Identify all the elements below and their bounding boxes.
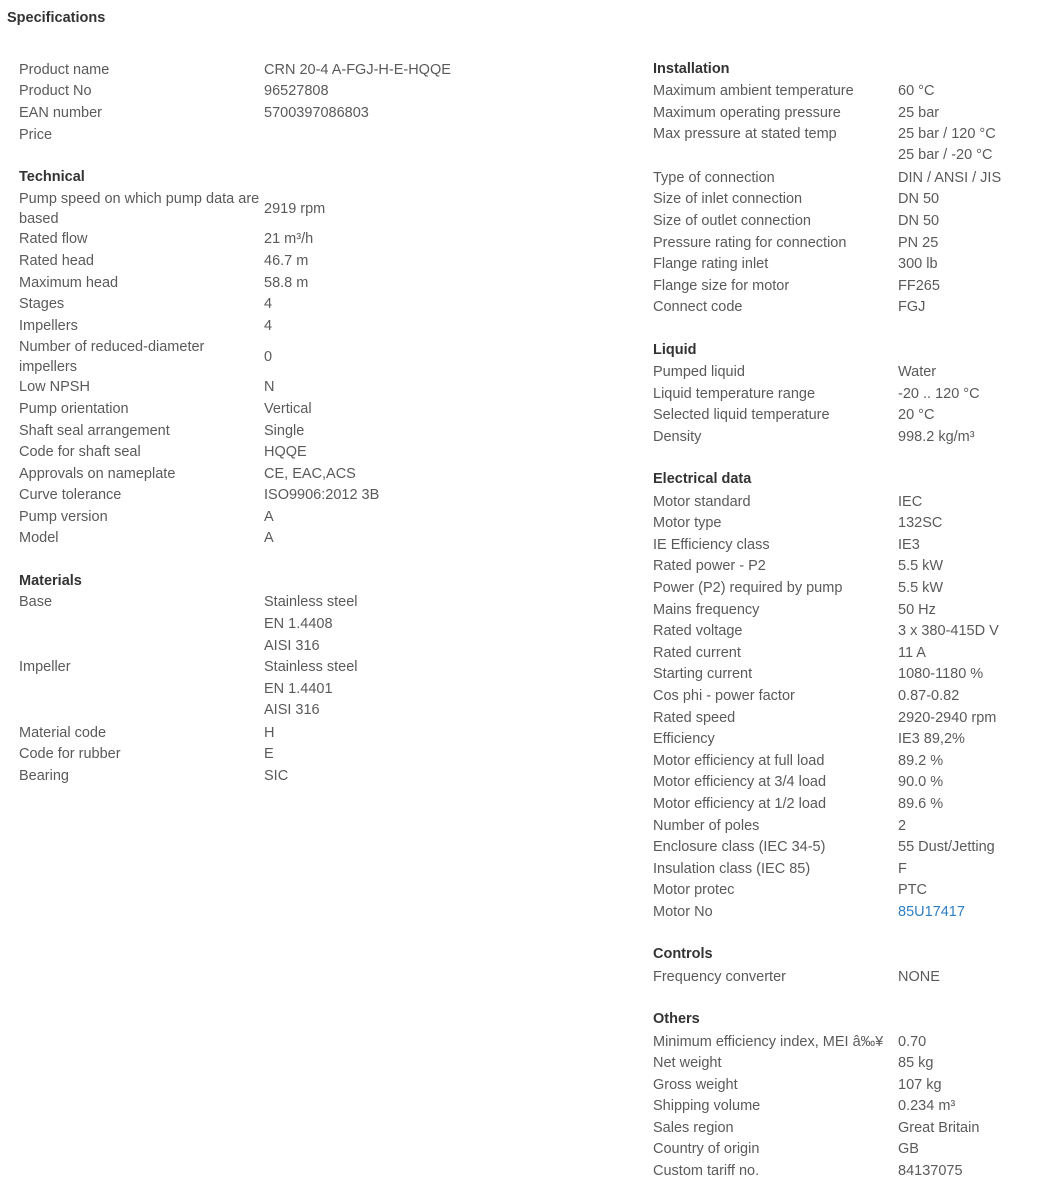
spec-row bbox=[653, 512, 1033, 534]
spec-row bbox=[653, 210, 1033, 232]
spec-row bbox=[19, 463, 619, 485]
spec-value: 84137075 bbox=[898, 1163, 963, 1180]
spec-label: Base bbox=[19, 594, 53, 611]
spec-value: 55 Dust/Jetting bbox=[898, 839, 995, 856]
spec-value: 58.8 m bbox=[264, 274, 309, 291]
section-materials bbox=[19, 571, 619, 787]
spec-row bbox=[19, 229, 619, 251]
spec-row bbox=[19, 337, 619, 377]
spec-row bbox=[19, 189, 619, 229]
spec-row bbox=[653, 642, 1033, 664]
spec-label: Motor efficiency at 1/2 load bbox=[653, 795, 827, 812]
spec-row bbox=[19, 528, 619, 550]
spec-label: Impeller bbox=[19, 659, 71, 676]
spec-label: Model bbox=[19, 530, 59, 547]
spec-row bbox=[19, 485, 619, 507]
spec-label: Rated flow bbox=[19, 231, 88, 248]
spec-value: 85 kg bbox=[898, 1055, 934, 1072]
spec-value bbox=[264, 657, 619, 722]
spec-label: Shaft seal arrangement bbox=[19, 422, 170, 439]
spec-label: Sales region bbox=[653, 1119, 734, 1136]
spec-row bbox=[653, 750, 1033, 772]
spec-label: Number of reduced-diameter impellers bbox=[19, 338, 205, 375]
section-liquid bbox=[653, 340, 1033, 448]
spec-row bbox=[653, 81, 1033, 103]
spec-label: Number of poles bbox=[653, 817, 760, 834]
spec-label: Motor type bbox=[653, 515, 722, 532]
spec-value: GB bbox=[898, 1141, 919, 1158]
spec-row-impeller bbox=[19, 657, 619, 722]
section-basic bbox=[19, 59, 619, 145]
spec-label: Rated head bbox=[19, 252, 94, 269]
spec-value: Water bbox=[898, 364, 937, 381]
spec-value: 0.234 m³ bbox=[898, 1098, 956, 1115]
spec-label: Pump version bbox=[19, 508, 108, 525]
spec-label: Maximum ambient temperature bbox=[653, 83, 854, 100]
spec-value: 0.87-0.82 bbox=[898, 688, 960, 705]
spec-value: H bbox=[264, 724, 275, 741]
spec-value: CE, EAC,ACS bbox=[264, 465, 356, 482]
spec-label: Selected liquid temperature bbox=[653, 407, 830, 424]
right-column bbox=[653, 59, 1033, 1203]
spec-value: CRN 20-4 A-FGJ-H-E-HQQE bbox=[264, 61, 451, 78]
spec-row bbox=[653, 1139, 1033, 1161]
spec-value: IE3 bbox=[898, 536, 920, 553]
spec-row bbox=[19, 506, 619, 528]
spec-value: 2920-2940 rpm bbox=[898, 709, 997, 726]
spec-row bbox=[653, 728, 1033, 750]
spec-value-line: 25 bar / 120 °C bbox=[898, 125, 996, 142]
spec-row bbox=[653, 1160, 1033, 1182]
spec-row bbox=[653, 620, 1033, 642]
spec-label: Max pressure at stated temp bbox=[653, 125, 837, 142]
spec-value: 0.70 bbox=[898, 1033, 927, 1050]
spec-row bbox=[653, 1052, 1033, 1074]
spec-label: EAN number bbox=[19, 104, 103, 121]
spec-label: Rated power - P2 bbox=[653, 558, 766, 575]
spec-label: Flange rating inlet bbox=[653, 256, 769, 273]
spec-row bbox=[653, 189, 1033, 211]
page-title: Specifications bbox=[7, 10, 106, 26]
spec-row bbox=[19, 272, 619, 294]
spec-value: Single bbox=[264, 422, 305, 439]
spec-label: IE Efficiency class bbox=[653, 536, 770, 553]
spec-label: Curve tolerance bbox=[19, 487, 122, 504]
spec-label: Shipping volume bbox=[653, 1098, 761, 1115]
spec-row bbox=[653, 253, 1033, 275]
spec-value: E bbox=[264, 746, 274, 763]
spec-value: HQQE bbox=[264, 444, 307, 461]
spec-value: 96527808 bbox=[264, 83, 329, 100]
spec-value-line: AISI 316 bbox=[264, 702, 320, 719]
spec-row bbox=[653, 383, 1033, 405]
spec-label: Impellers bbox=[19, 317, 78, 334]
spec-value: 5.5 kW bbox=[898, 580, 944, 597]
spec-label: Size of outlet connection bbox=[653, 212, 811, 229]
spec-value: NONE bbox=[898, 968, 940, 985]
spec-value: 1080-1180 % bbox=[898, 666, 984, 683]
spec-row bbox=[653, 836, 1033, 858]
spec-row bbox=[19, 398, 619, 420]
spec-row bbox=[653, 772, 1033, 794]
spec-row bbox=[19, 293, 619, 315]
spec-label: Country of origin bbox=[653, 1141, 760, 1158]
section-others bbox=[653, 1009, 1033, 1182]
spec-value: F bbox=[898, 860, 907, 877]
spec-row bbox=[653, 1096, 1033, 1118]
spec-row bbox=[653, 1074, 1033, 1096]
spec-value: 300 lb bbox=[898, 256, 938, 273]
spec-label: Motor No bbox=[653, 903, 713, 920]
spec-value: PTC bbox=[898, 882, 927, 899]
spec-label: Rated current bbox=[653, 644, 741, 661]
section-title-technical: Technical bbox=[19, 168, 85, 185]
spec-row bbox=[653, 556, 1033, 578]
spec-row bbox=[653, 491, 1033, 513]
left-column bbox=[19, 59, 619, 808]
spec-row bbox=[653, 361, 1033, 383]
spec-value: 132SC bbox=[898, 515, 943, 532]
spec-label: Frequency converter bbox=[653, 968, 786, 985]
spec-row bbox=[653, 599, 1033, 621]
spec-value: 60 °C bbox=[898, 83, 935, 100]
spec-value: 107 kg bbox=[898, 1076, 942, 1093]
spec-value: 25 bar bbox=[898, 104, 940, 121]
spec-row bbox=[653, 880, 1033, 902]
spec-row bbox=[653, 405, 1033, 427]
section-title-others: Others bbox=[653, 1011, 700, 1028]
spec-label: Price bbox=[19, 126, 53, 143]
spec-label: Density bbox=[653, 428, 702, 445]
spec-label: Cos phi - power factor bbox=[653, 688, 795, 705]
spec-row bbox=[653, 275, 1033, 297]
spec-label: Product name bbox=[19, 61, 110, 78]
spec-row bbox=[653, 577, 1033, 599]
section-controls bbox=[653, 944, 1033, 987]
spec-row-base bbox=[19, 592, 619, 657]
spec-value: DIN / ANSI / JIS bbox=[898, 169, 1002, 186]
spec-value-line: EN 1.4408 bbox=[264, 616, 333, 633]
spec-row bbox=[653, 858, 1033, 880]
spec-value: N bbox=[264, 379, 275, 396]
spec-label: Custom tariff no. bbox=[653, 1163, 760, 1180]
spec-row bbox=[653, 102, 1033, 124]
spec-value: -20 .. 120 °C bbox=[898, 385, 980, 402]
spec-label: Material code bbox=[19, 724, 107, 741]
spec-label: Rated voltage bbox=[653, 623, 743, 640]
section-title-installation: Installation bbox=[653, 61, 730, 77]
spec-row bbox=[19, 81, 619, 103]
spec-row bbox=[19, 377, 619, 399]
spec-row bbox=[653, 707, 1033, 729]
spec-value: 2919 rpm bbox=[264, 200, 326, 217]
spec-label: Pump speed on which pump data are based bbox=[19, 190, 260, 227]
spec-label: Product No bbox=[19, 83, 92, 100]
spec-label: Code for shaft seal bbox=[19, 444, 141, 461]
spec-value: 5.5 kW bbox=[898, 558, 944, 575]
motor-no-link[interactable]: 85U17417 bbox=[898, 903, 965, 920]
spec-value: FF265 bbox=[898, 277, 940, 294]
spec-row bbox=[653, 232, 1033, 254]
spec-row bbox=[19, 59, 619, 81]
spec-value: 3 x 380-415D V bbox=[898, 623, 999, 640]
spec-value: A bbox=[264, 530, 274, 547]
spec-row bbox=[653, 534, 1033, 556]
spec-row bbox=[19, 102, 619, 124]
spec-label: Mains frequency bbox=[653, 601, 760, 618]
spec-value: 21 m³/h bbox=[264, 231, 314, 248]
spec-value: 5700397086803 bbox=[264, 104, 369, 121]
spec-row-motor-no bbox=[653, 901, 1033, 923]
spec-label: Motor standard bbox=[653, 493, 751, 510]
spec-value: FGJ bbox=[898, 299, 926, 316]
spec-value: 50 Hz bbox=[898, 601, 936, 618]
spec-label: Motor efficiency at full load bbox=[653, 752, 825, 769]
spec-label: Maximum head bbox=[19, 274, 119, 291]
spec-row bbox=[653, 167, 1033, 189]
spec-value: 20 °C bbox=[898, 407, 935, 424]
spec-value bbox=[898, 124, 1033, 167]
spec-value-line: Stainless steel bbox=[264, 594, 358, 611]
spec-value-line: Stainless steel bbox=[264, 659, 358, 676]
spec-label: Pressure rating for connection bbox=[653, 234, 847, 251]
spec-row bbox=[653, 793, 1033, 815]
spec-label: Gross weight bbox=[653, 1076, 738, 1093]
spec-row bbox=[19, 441, 619, 463]
spec-row bbox=[19, 315, 619, 337]
spec-value: 0 bbox=[264, 348, 273, 365]
spec-value: ISO9906:2012 3B bbox=[264, 487, 380, 504]
spec-label: Code for rubber bbox=[19, 746, 121, 763]
spec-label: Rated speed bbox=[653, 709, 736, 726]
spec-value: 90.0 % bbox=[898, 774, 944, 791]
spec-value: Vertical bbox=[264, 400, 312, 417]
spec-value: 4 bbox=[264, 317, 273, 334]
spec-label: Efficiency bbox=[653, 731, 715, 748]
spec-row bbox=[653, 1031, 1033, 1053]
section-title-electrical: Electrical data bbox=[653, 471, 752, 488]
spec-label: Approvals on nameplate bbox=[19, 465, 176, 482]
spec-row bbox=[19, 722, 619, 744]
spec-label: Stages bbox=[19, 296, 65, 313]
spec-label: Type of connection bbox=[653, 169, 775, 186]
spec-row bbox=[19, 124, 619, 146]
spec-label: Size of inlet connection bbox=[653, 191, 803, 208]
spec-row bbox=[653, 1117, 1033, 1139]
section-title-controls: Controls bbox=[653, 946, 713, 963]
spec-row bbox=[653, 426, 1033, 448]
spec-value bbox=[264, 592, 619, 657]
spec-value: SIC bbox=[264, 768, 289, 785]
spec-label: Connect code bbox=[653, 299, 743, 316]
spec-label: Starting current bbox=[653, 666, 753, 683]
spec-label: Liquid temperature range bbox=[653, 385, 816, 402]
spec-label: Bearing bbox=[19, 768, 69, 785]
spec-label: Flange size for motor bbox=[653, 277, 790, 294]
spec-value: DN 50 bbox=[898, 191, 940, 208]
spec-value-line: 25 bar / -20 °C bbox=[898, 147, 993, 164]
spec-value: 4 bbox=[264, 296, 273, 313]
spec-row-max-pressure bbox=[653, 124, 1033, 167]
spec-value: A bbox=[264, 508, 274, 525]
section-title-materials: Materials bbox=[19, 572, 82, 589]
spec-label: Insulation class (IEC 85) bbox=[653, 860, 811, 877]
spec-row bbox=[653, 297, 1033, 319]
spec-value: IE3 89,2% bbox=[898, 731, 965, 748]
section-title-liquid: Liquid bbox=[653, 341, 697, 358]
spec-value: DN 50 bbox=[898, 212, 940, 229]
spec-row bbox=[653, 966, 1033, 988]
spec-row bbox=[19, 765, 619, 787]
spec-label: Maximum operating pressure bbox=[653, 104, 841, 121]
spec-label: Pumped liquid bbox=[653, 364, 745, 381]
spec-row bbox=[653, 664, 1033, 686]
spec-row bbox=[19, 420, 619, 442]
spec-value: 89.2 % bbox=[898, 752, 944, 769]
spec-label: Net weight bbox=[653, 1055, 722, 1072]
spec-value: 11 A bbox=[898, 644, 926, 661]
spec-row bbox=[19, 250, 619, 272]
spec-row bbox=[19, 744, 619, 766]
spec-label: Pump orientation bbox=[19, 400, 129, 417]
spec-value: 2 bbox=[898, 817, 907, 834]
spec-value: 89.6 % bbox=[898, 795, 944, 812]
spec-value: Great Britain bbox=[898, 1119, 980, 1136]
spec-label: Motor efficiency at 3/4 load bbox=[653, 774, 827, 791]
spec-label: Enclosure class (IEC 34-5) bbox=[653, 839, 826, 856]
spec-label: Low NPSH bbox=[19, 379, 90, 396]
spec-row bbox=[653, 815, 1033, 837]
section-electrical bbox=[653, 469, 1033, 922]
spec-value-line: EN 1.4401 bbox=[264, 680, 333, 697]
spec-label: Motor protec bbox=[653, 882, 735, 899]
section-technical bbox=[19, 167, 619, 549]
spec-value: IEC bbox=[898, 493, 923, 510]
spec-row bbox=[653, 685, 1033, 707]
spec-value: PN 25 bbox=[898, 234, 939, 251]
spec-value: 46.7 m bbox=[264, 252, 309, 269]
spec-label: Minimum efficiency index, MEI â‰¥ bbox=[653, 1033, 884, 1050]
spec-value: 998.2 kg/m³ bbox=[898, 428, 975, 445]
spec-label: Power (P2) required by pump bbox=[653, 580, 843, 597]
section-installation bbox=[653, 59, 1033, 318]
spec-value-line: AISI 316 bbox=[264, 637, 320, 654]
